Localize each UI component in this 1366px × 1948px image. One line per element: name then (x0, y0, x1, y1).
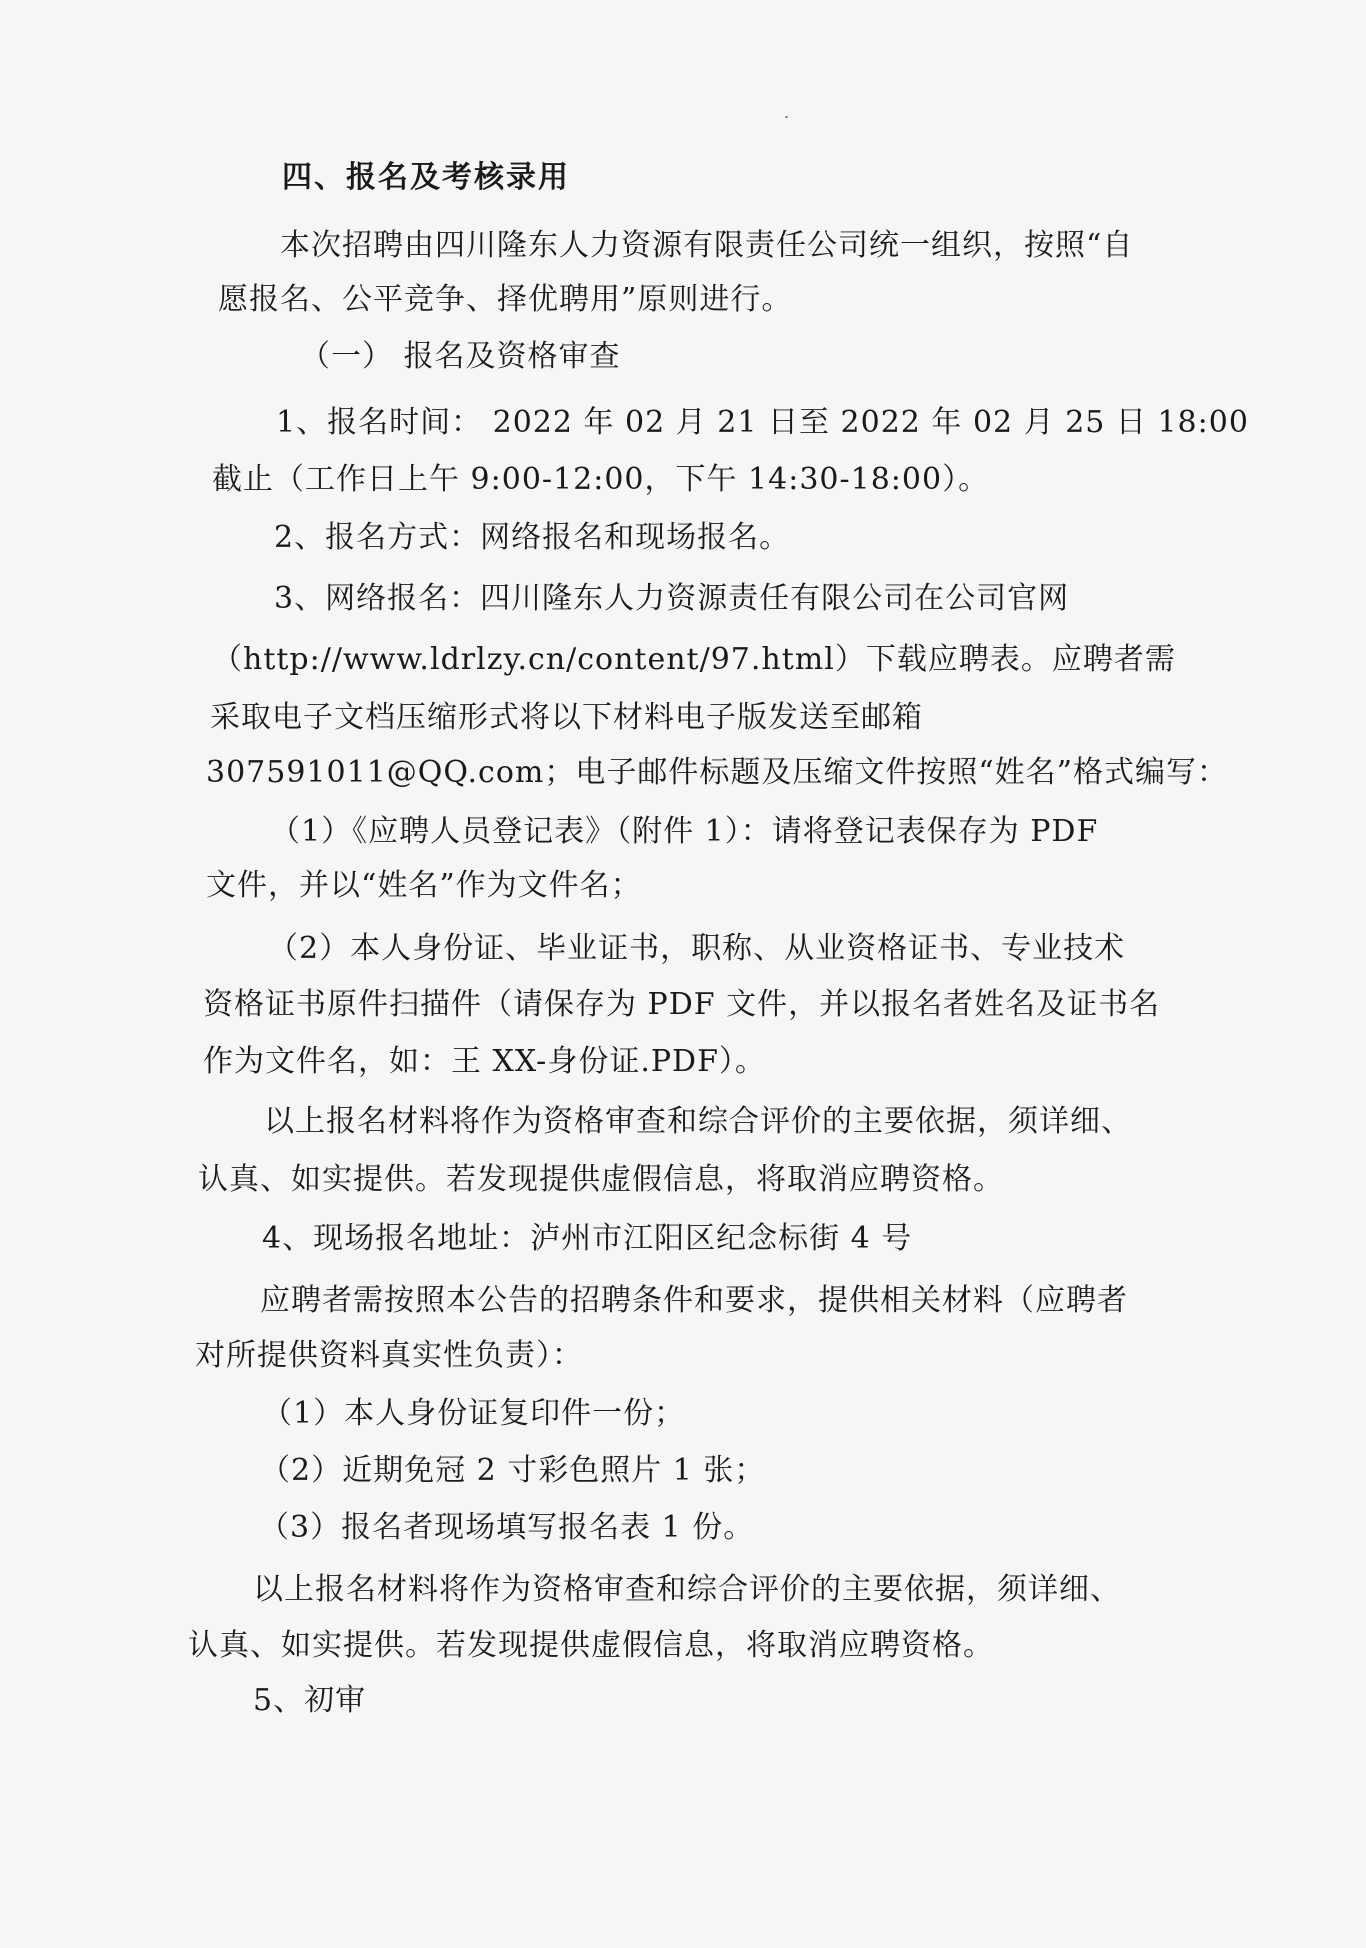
item3-line-2: （http://www.ldrlzy.cn/content/97.html）下载应聘表。应聘者需 (212, 642, 1176, 677)
onsite-intro-line-1: 应聘者需按照本公告的招聘条件和要求，提供相关材料（应聘者 (260, 1283, 1128, 1318)
item3-line-1: 3、网络报名：四川隆东人力资源责任有限公司在公司官网 (274, 581, 1070, 616)
intro-line-1: 本次招聘由四川隆东人力资源有限责任公司统一组织，按照“自 (280, 228, 1134, 263)
scan-speck (785, 116, 788, 118)
onsite-material-3: （3）报名者现场填写报名表 1 份。 (259, 1510, 755, 1545)
online-material-2-line-1: （2）本人身份证、毕业证书，职称、从业资格证书、专业技术 (268, 931, 1126, 966)
section-title: 四、报名及考核录用 (282, 160, 570, 195)
onsite-material-1: （1）本人身份证复印件一份； (262, 1396, 686, 1431)
item3-line-3: 采取电子文档压缩形式将以下材料电子版发送至邮箱 (210, 700, 923, 735)
online-note-line-1: 以上报名材料将作为资格审查和综合评价的主要依据，须详细、 (264, 1104, 1132, 1139)
subsection-title: （一） 报名及资格审查 (300, 339, 621, 374)
onsite-note-line-2: 认真、如实提供。若发现提供虚假信息，将取消应聘资格。 (188, 1628, 994, 1663)
online-material-1-line-2: 文件，并以“姓名”作为文件名； (206, 868, 642, 903)
online-material-2-line-2: 资格证书原件扫描件（请保存为 PDF 文件，并以报名者姓名及证书名 (203, 987, 1161, 1022)
item1-line-2: 截止（工作日上午 9:00-12:00，下午 14:30-18:00）。 (212, 462, 990, 497)
online-material-2-line-3: 作为文件名，如：王 XX-身份证.PDF）。 (203, 1044, 766, 1079)
item4: 4、现场报名地址：泸州市江阳区纪念标街 4 号 (262, 1221, 913, 1256)
online-note-line-2: 认真、如实提供。若发现提供虚假信息，将取消应聘资格。 (198, 1162, 1004, 1197)
item5: 5、初审 (253, 1683, 367, 1718)
onsite-note-line-1: 以上报名材料将作为资格审查和综合评价的主要依据，须详细、 (253, 1572, 1121, 1607)
onsite-intro-line-2: 对所提供资料真实性负责）： (195, 1338, 583, 1373)
onsite-material-2: （2）近期免冠 2 寸彩色照片 1 张； (260, 1453, 766, 1488)
online-material-1-line-1: （1）《应聘人员登记表》（附件 1）：请将登记表保存为 PDF (270, 814, 1099, 849)
item1-line-1: 1、报名时间： 2022 年 02 月 21 日至 2022 年 02 月 25 日 18:00 (276, 405, 1249, 440)
item3-line-4: 307591011@QQ.com；电子邮件标题及压缩文件按照“姓名”格式编写： (206, 755, 1228, 790)
intro-line-2: 愿报名、公平竞争、择优聘用”原则进行。 (218, 282, 793, 317)
item2: 2、报名方式：网络报名和现场报名。 (274, 520, 791, 555)
